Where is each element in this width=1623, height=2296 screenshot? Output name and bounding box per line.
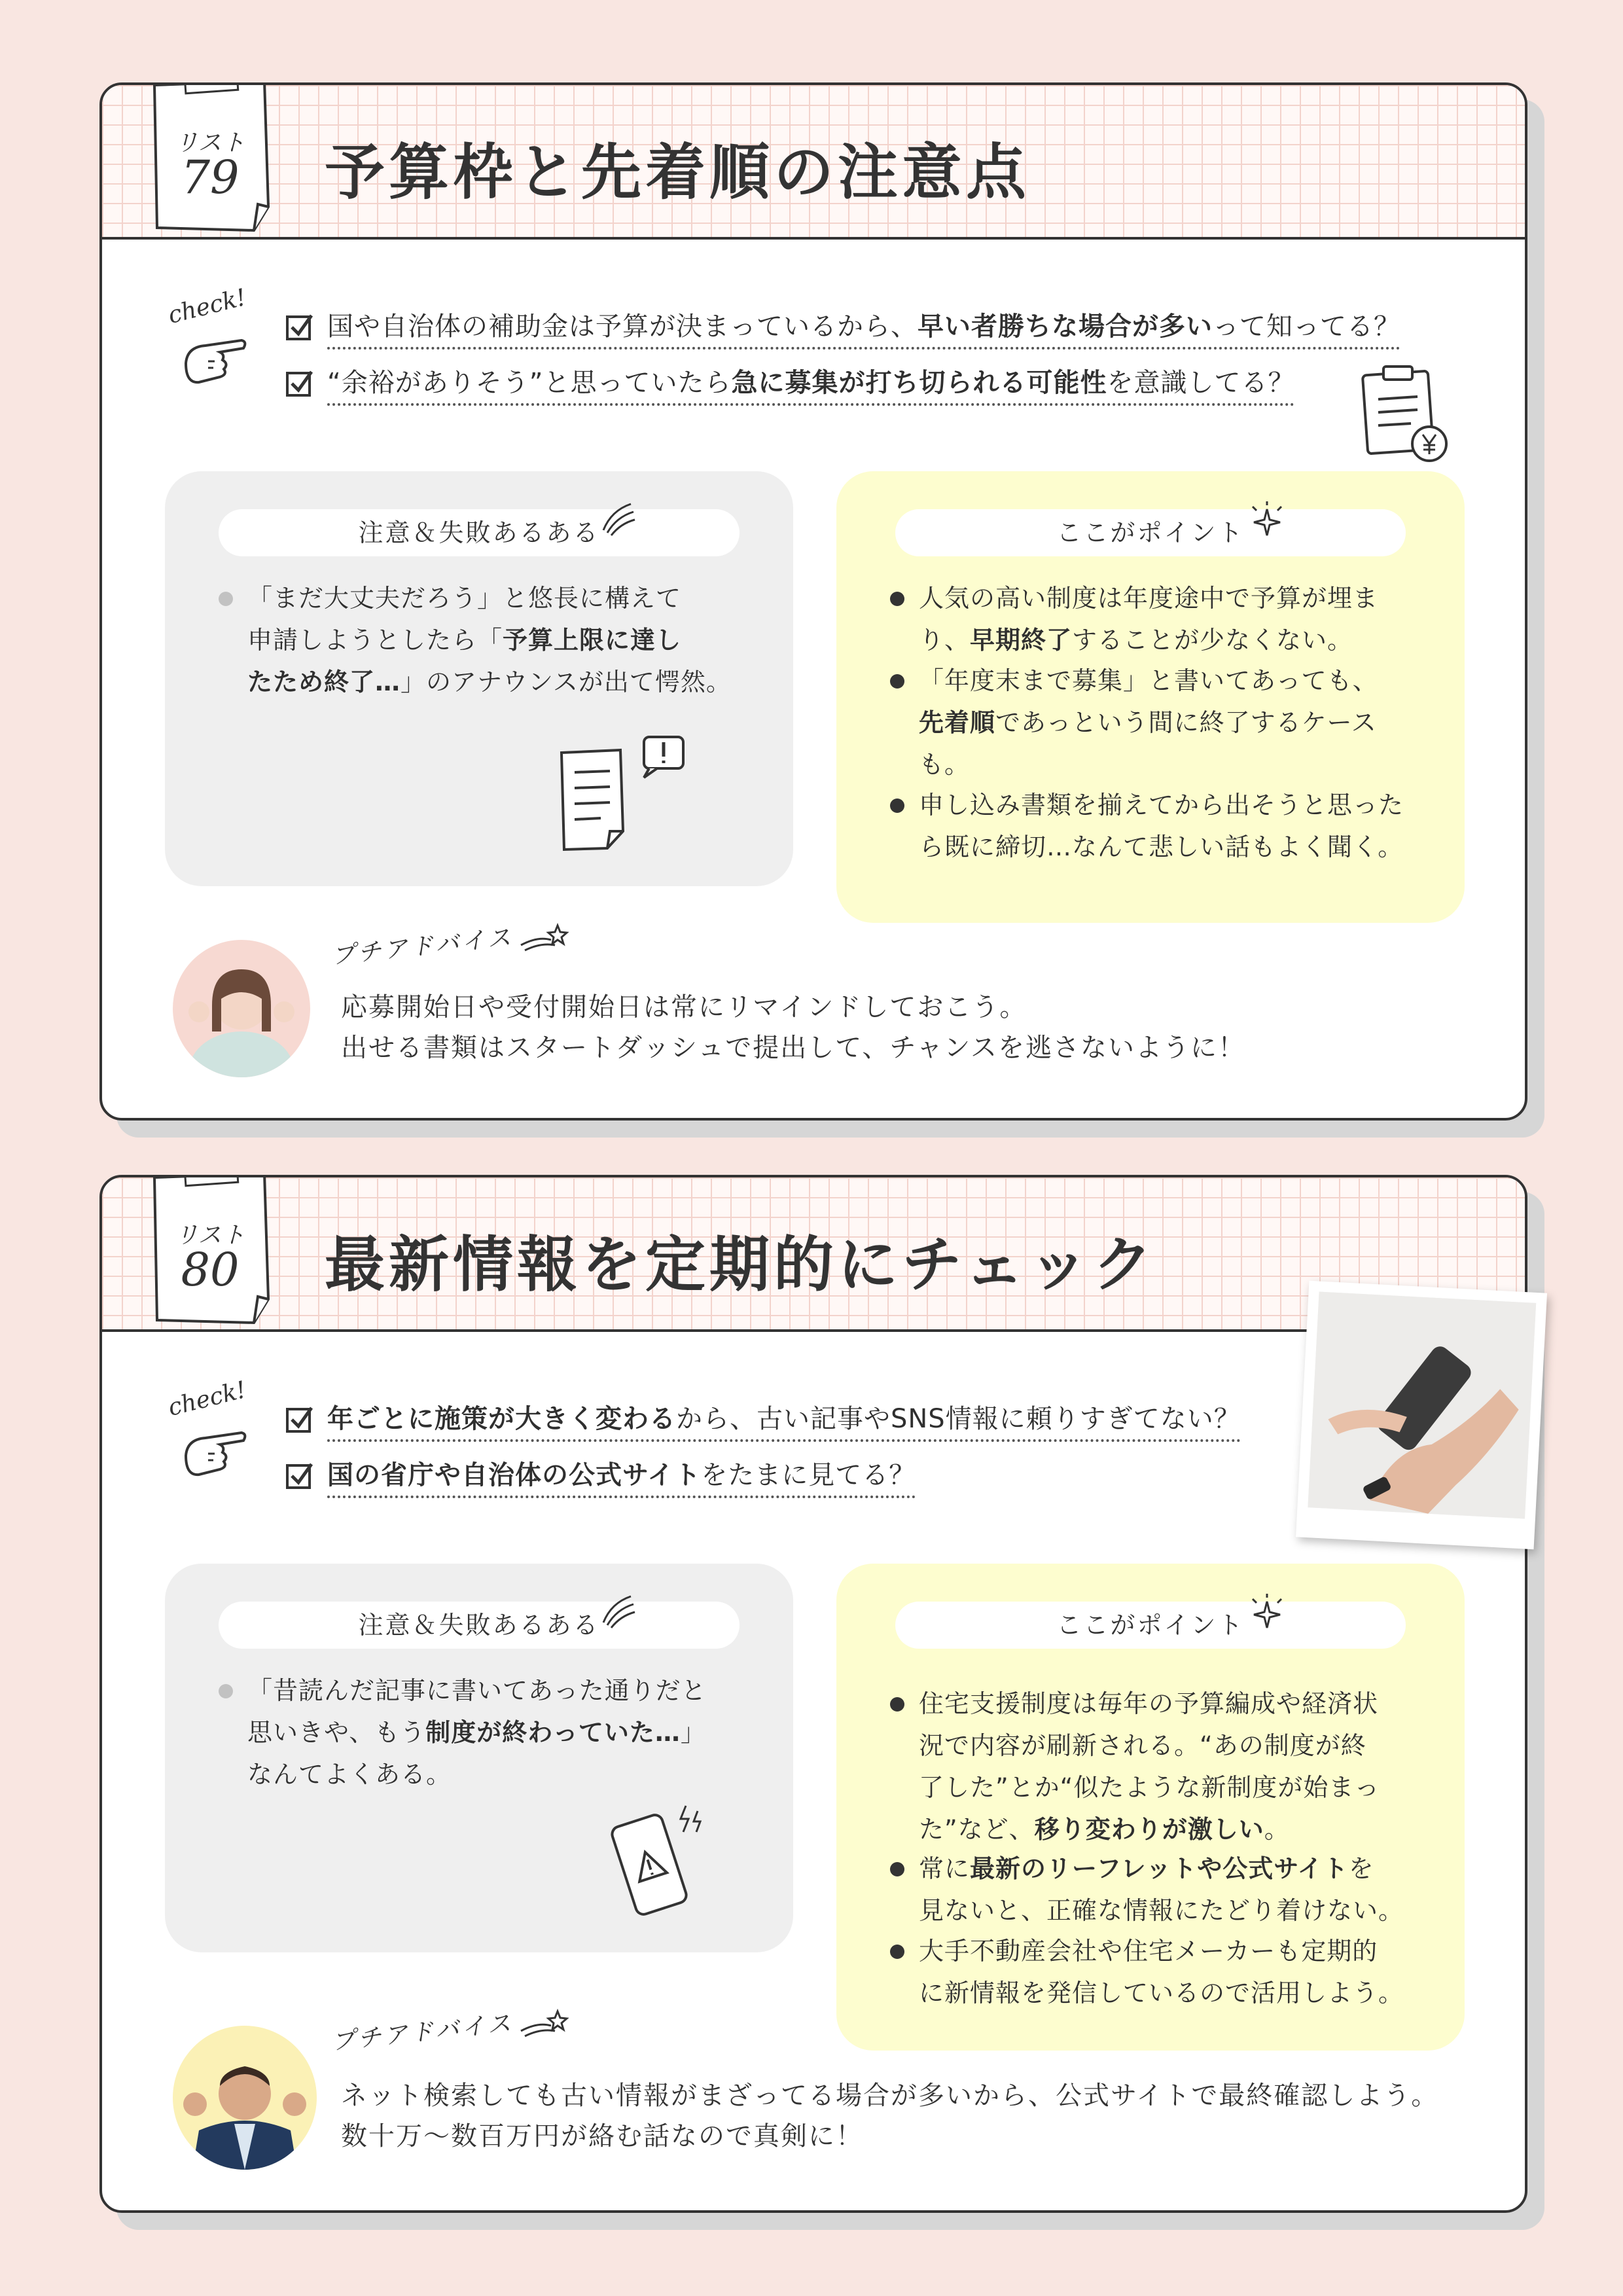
clipboard-yen-icon	[1359, 360, 1450, 465]
list-number: 80	[181, 1243, 240, 1297]
point-label: ここがポイント	[895, 1602, 1406, 1649]
point-label: ここがポイント	[895, 509, 1406, 556]
section-title: 予算枠と先着順の注意点	[325, 137, 1031, 207]
check-question	[285, 308, 1400, 347]
check-label: check!	[165, 283, 249, 330]
swirl-icon	[598, 1590, 637, 1629]
advice-text: ネット検索しても古い情報がまざってる場合が多いから、公式サイトで最終確認しよう。 数十万～数百万円が絡む話なので真剣に！	[341, 2081, 1439, 2151]
sparkle-icon	[1246, 501, 1288, 543]
checkbox-checked-icon	[285, 369, 314, 398]
advice-text: 応募開始日や受付開始日は常にリマインドしておこう。 出せる書類はスタートダッシュで提出して、チャンスを逃さないように！	[341, 992, 1245, 1063]
bullet-dot	[890, 1862, 904, 1876]
advice-label: プチアドバイス	[330, 2009, 515, 2056]
bullet-dot	[890, 592, 904, 606]
sparkle-icon	[1246, 1594, 1288, 1636]
bullet-dot	[219, 592, 233, 606]
shooting-star-icon	[518, 2002, 571, 2039]
bullet-dot	[890, 1697, 904, 1712]
list-card-79	[99, 82, 1527, 1121]
bullet-dot	[890, 798, 904, 813]
caution-text: 「まだ大丈夫だろう」と悠長に構えて 申請しようとしたら「予算上限に達し たため終了…」のアナウンスが出て愕然。	[247, 577, 732, 703]
question-text: 年ごとに施策が大きく変わるから、古い記事やSNS情報に頼りすぎてない？	[327, 1398, 1241, 1442]
point-bullet: 申し込み書類を揃えてから出そうと思った ら既に締切…なんて悲しい話もよく聞く。	[919, 784, 1404, 868]
document-alert-icon	[555, 733, 692, 857]
checkbox-checked-icon	[285, 313, 314, 342]
point-bullet: 「年度末まで募集」と書いてあっても、 先着順であっという間に終了するケース も。	[919, 660, 1378, 785]
list-label: リスト	[175, 1222, 245, 1249]
pointing-hand-icon	[179, 327, 251, 393]
advisor-avatar-woman	[173, 940, 310, 1077]
caution-panel	[165, 1564, 793, 1952]
caution-text: 「昔読んだ記事に書いてあった通りだと 思いきや、もう制度が終わっていた…」 なんてよくある。	[247, 1670, 707, 1795]
question-text: 国や自治体の補助金は予算が決まっているから、早い者勝ちな場合が多いって知ってる？	[327, 306, 1400, 350]
check-label: check!	[165, 1376, 249, 1422]
point-bullet: 常に最新のリーフレットや公式サイトを 見ないと、正確な情報にたどり着けない。	[919, 1848, 1404, 1931]
section-title: 最新情報を定期的にチェック	[325, 1230, 1157, 1300]
check-question	[285, 1400, 1241, 1439]
advisor-avatar-man	[173, 2026, 317, 2170]
question-text: 国の省庁や自治体の公式サイトをたまに見てる？	[327, 1454, 916, 1498]
smartphone-photo	[1296, 1281, 1547, 1550]
swirl-icon	[598, 497, 637, 537]
point-panel	[836, 1564, 1465, 2051]
caution-panel	[165, 471, 793, 886]
point-bullet: 人気の高い制度は年度途中で予算が埋ま り、早期終了することが少なくない。	[919, 577, 1378, 661]
point-panel	[836, 471, 1465, 923]
question-text: “余裕がありそう”と思っていたら急に募集が打ち切られる可能性を意識してる？	[327, 362, 1294, 406]
list-number: 79	[181, 151, 240, 204]
point-bullet: 大手不動産会社や住宅メーカーも定期的 に新情報を発信しているので活用しよう。	[919, 1930, 1404, 2014]
check-question	[285, 1456, 916, 1496]
checkbox-checked-icon	[285, 1405, 314, 1434]
phone-warning-icon	[610, 1799, 715, 1930]
bullet-dot	[890, 1945, 904, 1959]
checkbox-checked-icon	[285, 1462, 314, 1490]
bullet-dot	[219, 1684, 233, 1698]
caution-label: 注意＆失敗あるある	[219, 509, 740, 556]
bullet-dot	[890, 674, 904, 689]
caution-label: 注意＆失敗あるある	[219, 1602, 740, 1649]
shooting-star-icon	[518, 916, 571, 953]
point-bullet: 住宅支援制度は毎年の予算編成や経済状 況で内容が刷新される。“あの制度が終 了した”とか“似たような新制度が始まっ た”など、移り変わりが激しい。	[919, 1683, 1380, 1850]
pointing-hand-icon	[179, 1420, 251, 1485]
advice-label: プチアドバイス	[330, 924, 515, 970]
check-question	[285, 364, 1294, 403]
list-label: リスト	[175, 130, 245, 156]
